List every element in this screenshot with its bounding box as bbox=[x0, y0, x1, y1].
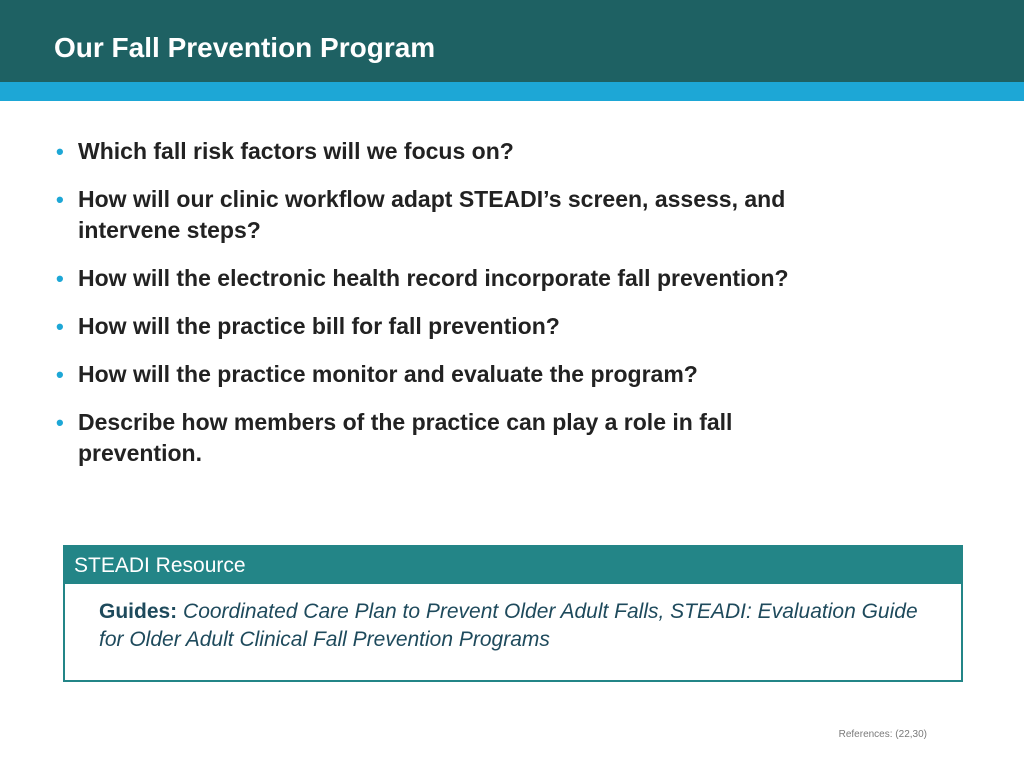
resource-header bbox=[65, 547, 961, 584]
list-item bbox=[56, 136, 816, 167]
steadi-resource-box bbox=[63, 545, 963, 682]
list-item bbox=[56, 407, 816, 469]
resource-guides-text: Coordinated Care Plan to Prevent Older Adult Falls, STEADI: Evaluation Guide for Older Adult Clinical Fall Prevention Programs bbox=[99, 600, 918, 651]
resource-title: STEADI Resource bbox=[74, 554, 246, 577]
bullet-icon: • bbox=[56, 362, 64, 387]
bullet-icon: • bbox=[56, 266, 64, 291]
list-item-text: Describe how members of the practice can play a role in fall prevention. bbox=[78, 409, 733, 466]
bullet-icon: • bbox=[56, 187, 64, 212]
references-note: References: (22,30) bbox=[838, 729, 927, 740]
resource-label: Guides: bbox=[99, 600, 178, 623]
bullet-icon: • bbox=[56, 314, 64, 339]
list-item bbox=[56, 311, 816, 342]
slide-title: Our Fall Prevention Program bbox=[54, 32, 436, 63]
list-item-text: How will our clinic workflow adapt STEADI’s screen, assess, and intervene steps? bbox=[78, 186, 786, 243]
question-list bbox=[56, 136, 816, 486]
bullet-icon: • bbox=[56, 410, 64, 435]
list-item-text: How will the practice monitor and evaluate the program? bbox=[78, 361, 698, 387]
resource-body bbox=[99, 598, 929, 654]
list-item bbox=[56, 359, 816, 390]
list-item-text: Which fall risk factors will we focus on? bbox=[78, 138, 514, 164]
list-item-text: How will the practice bill for fall prevention? bbox=[78, 313, 560, 339]
bullet-icon: • bbox=[56, 139, 64, 164]
list-item bbox=[56, 263, 816, 294]
list-item bbox=[56, 184, 816, 246]
header-accent-stripe bbox=[0, 82, 1024, 101]
list-item-text: How will the electronic health record incorporate fall prevention? bbox=[78, 265, 789, 291]
